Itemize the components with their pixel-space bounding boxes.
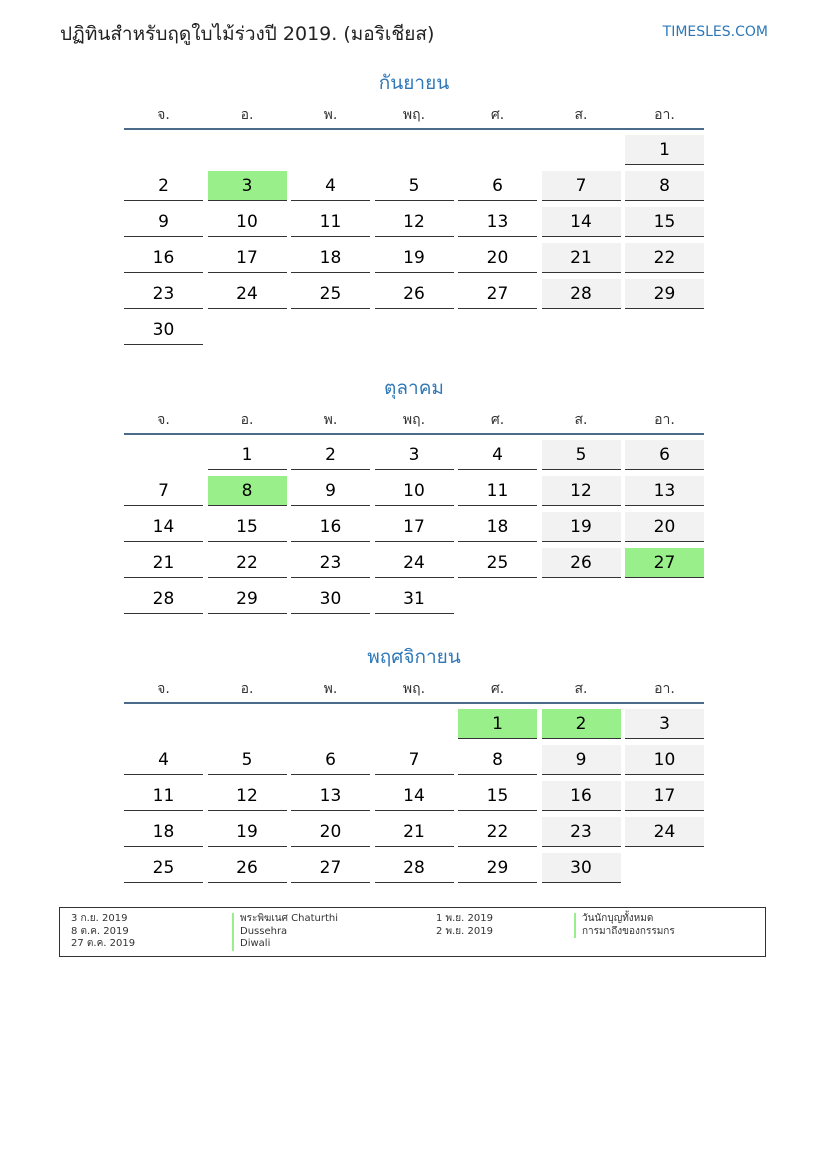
weekday-label: อา.	[654, 107, 675, 123]
legend-date: 3 ก.ย. 2019	[71, 913, 128, 924]
day-cell: 14	[124, 512, 203, 542]
legend-names-right	[574, 913, 675, 938]
day-cell: 27	[291, 853, 370, 883]
day-cell: 16	[542, 781, 621, 811]
day-cell: 10	[208, 207, 287, 237]
day-cell: 23	[291, 548, 370, 578]
day-cell: 7	[124, 476, 203, 506]
day-cell: 11	[458, 476, 537, 506]
weekday-label: อ.	[240, 412, 254, 428]
day-cell: 24	[625, 817, 704, 847]
day-cell: 13	[458, 207, 537, 237]
day-cell: 10	[625, 745, 704, 775]
day-cell: 26	[208, 853, 287, 883]
day-cell: 11	[291, 207, 370, 237]
day-cell: 17	[375, 512, 454, 542]
day-cell: 15	[458, 781, 537, 811]
day-cell: 8	[458, 745, 537, 775]
day-cell: 23	[542, 817, 621, 847]
weekday-header	[124, 102, 704, 130]
weekday-label: อ.	[240, 681, 254, 697]
empty-cell	[542, 135, 621, 165]
empty-cell	[375, 709, 454, 739]
weekday-label: ส.	[574, 412, 588, 428]
legend-holiday-name: วันนักบุญทั้งหมด	[574, 913, 675, 926]
day-cell: 18	[458, 512, 537, 542]
day-grid	[124, 440, 704, 614]
day-cell: 3	[375, 440, 454, 470]
day-cell: 19	[542, 512, 621, 542]
day-cell: 20	[625, 512, 704, 542]
day-cell: 16	[291, 512, 370, 542]
legend-date: 27 ต.ค. 2019	[71, 938, 136, 949]
empty-cell	[542, 584, 621, 614]
day-cell: 28	[375, 853, 454, 883]
day-cell: 14	[542, 207, 621, 237]
day-cell: 10	[375, 476, 454, 506]
empty-cell	[208, 135, 287, 165]
day-cell: 28	[124, 584, 203, 614]
day-cell: 13	[625, 476, 704, 506]
day-cell: 4	[124, 745, 203, 775]
weekday-label: พ.	[323, 412, 338, 428]
empty-cell	[124, 135, 203, 165]
day-cell: 29	[458, 853, 537, 883]
day-cell: 27	[625, 548, 704, 578]
weekday-label: พฤ.	[402, 107, 426, 123]
day-cell: 1	[458, 709, 537, 739]
day-cell: 3	[625, 709, 704, 739]
day-grid	[124, 135, 704, 345]
legend-holiday-name: Diwali	[232, 938, 338, 951]
day-cell: 7	[542, 171, 621, 201]
month-title: ตุลาคม	[384, 377, 444, 399]
day-cell: 9	[542, 745, 621, 775]
day-cell: 14	[375, 781, 454, 811]
day-cell: 29	[625, 279, 704, 309]
weekday-label: ศ.	[490, 107, 505, 123]
empty-cell	[291, 709, 370, 739]
day-cell: 15	[625, 207, 704, 237]
day-cell: 5	[208, 745, 287, 775]
weekday-label: พ.	[323, 107, 338, 123]
weekday-header	[124, 407, 704, 435]
legend-date: 1 พ.ย. 2019	[436, 913, 493, 924]
empty-cell	[625, 315, 704, 345]
day-cell: 29	[208, 584, 287, 614]
legend-names-left	[232, 913, 338, 951]
day-cell: 19	[375, 243, 454, 273]
month-title: พฤศจิกายน	[367, 646, 461, 668]
weekday-header	[124, 676, 704, 704]
empty-cell	[625, 584, 704, 614]
legend-dates-right	[436, 913, 493, 938]
day-cell: 5	[375, 171, 454, 201]
weekday-label: อา.	[654, 681, 675, 697]
day-cell: 22	[208, 548, 287, 578]
day-cell: 6	[291, 745, 370, 775]
empty-cell	[458, 315, 537, 345]
legend-dates-left	[71, 913, 135, 951]
legend-holiday-name: Dussehra	[232, 926, 338, 939]
day-cell: 21	[542, 243, 621, 273]
day-cell: 25	[458, 548, 537, 578]
day-cell: 6	[458, 171, 537, 201]
day-cell: 9	[124, 207, 203, 237]
page-title: ปฏิทินสำหรับฤดูใบไม้ร่วงปี 2019. (มอริเชียส)	[60, 23, 435, 45]
day-cell: 4	[458, 440, 537, 470]
day-cell: 8	[625, 171, 704, 201]
day-cell: 18	[291, 243, 370, 273]
day-cell: 13	[291, 781, 370, 811]
day-cell: 28	[542, 279, 621, 309]
empty-cell	[208, 315, 287, 345]
empty-cell	[208, 709, 287, 739]
month-september	[124, 68, 704, 345]
day-cell: 27	[458, 279, 537, 309]
day-cell: 15	[208, 512, 287, 542]
empty-cell	[375, 315, 454, 345]
weekday-label: ส.	[574, 107, 588, 123]
day-cell: 11	[124, 781, 203, 811]
empty-cell	[124, 440, 203, 470]
day-cell: 26	[375, 279, 454, 309]
day-cell: 4	[291, 171, 370, 201]
day-cell: 21	[124, 548, 203, 578]
day-cell: 2	[542, 709, 621, 739]
day-cell: 12	[208, 781, 287, 811]
empty-cell	[458, 584, 537, 614]
day-cell: 18	[124, 817, 203, 847]
day-cell: 24	[375, 548, 454, 578]
day-cell: 22	[458, 817, 537, 847]
weekday-label: จ.	[157, 681, 170, 697]
empty-cell	[291, 135, 370, 165]
empty-cell	[375, 135, 454, 165]
empty-cell	[625, 853, 704, 883]
legend-holiday-name: การมาถึงของกรรมกร	[574, 926, 675, 939]
empty-cell	[291, 315, 370, 345]
day-cell: 22	[625, 243, 704, 273]
day-cell: 1	[625, 135, 704, 165]
day-cell: 20	[291, 817, 370, 847]
month-october	[124, 373, 704, 614]
empty-cell	[458, 135, 537, 165]
day-cell: 23	[124, 279, 203, 309]
day-cell: 19	[208, 817, 287, 847]
day-cell: 5	[542, 440, 621, 470]
day-cell: 2	[124, 171, 203, 201]
month-november	[124, 642, 704, 883]
weekday-label: พฤ.	[402, 412, 426, 428]
day-cell: 20	[458, 243, 537, 273]
day-cell: 8	[208, 476, 287, 506]
day-cell: 25	[291, 279, 370, 309]
day-cell: 6	[625, 440, 704, 470]
weekday-label: อ.	[240, 107, 254, 123]
weekday-label: จ.	[157, 107, 170, 123]
day-cell: 30	[291, 584, 370, 614]
day-cell: 17	[625, 781, 704, 811]
day-cell: 16	[124, 243, 203, 273]
empty-cell	[542, 315, 621, 345]
day-cell: 9	[291, 476, 370, 506]
day-cell: 12	[542, 476, 621, 506]
weekday-label: พฤ.	[402, 681, 426, 697]
day-cell: 21	[375, 817, 454, 847]
day-cell: 26	[542, 548, 621, 578]
weekday-label: ศ.	[490, 681, 505, 697]
day-cell: 30	[542, 853, 621, 883]
weekday-label: ศ.	[490, 412, 505, 428]
day-cell: 31	[375, 584, 454, 614]
weekday-label: อา.	[654, 412, 675, 428]
day-cell: 24	[208, 279, 287, 309]
weekday-label: จ.	[157, 412, 170, 428]
legend-date: 8 ต.ค. 2019	[71, 925, 129, 937]
day-grid	[124, 709, 704, 883]
legend-date: 2 พ.ย. 2019	[436, 925, 493, 937]
weekday-label: ส.	[574, 681, 588, 697]
day-cell: 7	[375, 745, 454, 775]
day-cell: 30	[124, 315, 203, 345]
day-cell: 12	[375, 207, 454, 237]
holiday-legend	[59, 907, 766, 957]
day-cell: 3	[208, 171, 287, 201]
site-link[interactable]: TIMESLES.COM	[662, 24, 768, 40]
legend-holiday-name: พระพิฆเนศ Chaturthi	[232, 913, 338, 926]
day-cell: 2	[291, 440, 370, 470]
empty-cell	[124, 709, 203, 739]
weekday-label: พ.	[323, 681, 338, 697]
day-cell: 17	[208, 243, 287, 273]
month-title: กันยายน	[378, 72, 450, 94]
day-cell: 25	[124, 853, 203, 883]
day-cell: 1	[208, 440, 287, 470]
